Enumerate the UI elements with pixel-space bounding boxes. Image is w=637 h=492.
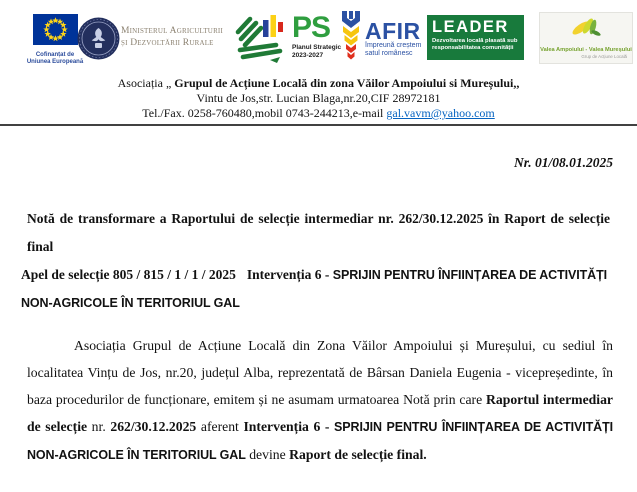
association-contact-line bbox=[0, 106, 637, 121]
text-segment: aferent bbox=[196, 419, 244, 434]
text-segment: SPRIJIN PENTRU ÎNFIINȚAREA DE ACTIVITĂȚI NON-AGRICOLE ÎN TERITORIUL GAL bbox=[27, 420, 613, 462]
text-segment: Asociația Grupul de Acțiune Locală din Zona Văilor Ampoiului și Mureșului, cu sediul în localitatea Vințu de Jos, nr.20, județul Alba, reprezentată de Bârsan Daniela Eugenia - vicepreședinte, în baza procedurilor de funcționare, emitem și ne asumam urmatoarea Notă prin care bbox=[27, 338, 613, 407]
text-segment: Raportul intermediar de selecție bbox=[27, 392, 613, 434]
association-header bbox=[0, 76, 637, 121]
association-name-prefix: Asociația „ bbox=[117, 76, 175, 90]
header-divider-rule bbox=[0, 124, 637, 126]
ps-strategic-plan-logo bbox=[230, 12, 341, 64]
leader-logo bbox=[427, 15, 524, 60]
body-paragraph bbox=[27, 332, 613, 469]
document-title bbox=[27, 205, 610, 261]
text-segment: SPRIJIN PENTRU ÎNFIINȚAREA DE ACTIVITĂȚI NON-AGRICOLE ÎN TERITORIUL GAL bbox=[21, 268, 607, 310]
text-segment: Raport de selecție final. bbox=[289, 447, 427, 462]
gov-romania-seal bbox=[77, 17, 120, 65]
text-segment: Notă de transformare a Raportului de selecție intermediar nr. 262/30.12.2025 în Raport de selecție final bbox=[27, 211, 610, 254]
document-number: Nr. 01/08.01.2025 bbox=[513, 155, 613, 170]
afir-tagline-line1: împreună creștem bbox=[365, 42, 422, 49]
ps-emblem-icon bbox=[230, 12, 290, 64]
text-segment: Apel de selecție 805 / 815 / 1 / 1 / 2025 bbox=[21, 267, 236, 282]
ministry-logo-text bbox=[121, 26, 223, 49]
association-name-bold: Grupul de Acțiune Locală din zona Văilor Ampoiului si Mureșului,, bbox=[174, 76, 520, 90]
text-segment: 262/30.12.2025 bbox=[110, 419, 197, 434]
ministry-line2: și Dezvoltării Rurale bbox=[121, 37, 214, 48]
ps-text-block bbox=[292, 11, 342, 64]
email-link[interactable]: gal.vavm@yahoo.com bbox=[386, 106, 495, 120]
gov-romania-seal-icon bbox=[77, 17, 120, 60]
selection-call-line bbox=[21, 261, 610, 317]
text-segment: Intervenția 6 - bbox=[243, 419, 335, 434]
association-name-line bbox=[0, 76, 637, 91]
logo-strip bbox=[0, 0, 637, 72]
leader-tagline-line2: responsabilitatea comunității bbox=[432, 44, 514, 51]
contact-prefix: Tel./Fax. 0258-760480,mobil 0743-244213,e-mail bbox=[142, 106, 387, 120]
text-segment: Intervenția 6 - bbox=[246, 267, 333, 282]
valea-leaves-icon bbox=[566, 16, 606, 42]
eu-caption-line1: Cofinanțat de bbox=[35, 52, 75, 58]
afir-tagline bbox=[365, 42, 421, 57]
afir-wheat-icon bbox=[341, 11, 361, 61]
afir-abbr: AFIR bbox=[365, 18, 421, 44]
afir-logo bbox=[341, 11, 421, 61]
afir-tagline-line2: satul românesc bbox=[365, 49, 413, 57]
association-address-line: Vintu de Jos,str. Lucian Blaga,nr.20,CIF 28972181 bbox=[196, 91, 441, 105]
afir-text-block bbox=[365, 20, 421, 57]
text-segment: nr. bbox=[87, 419, 111, 434]
eu-caption-line2: Uniunea Europeană bbox=[26, 59, 84, 65]
valea-title: Valea Ampoiului - Valea Mureșului bbox=[540, 47, 632, 53]
leader-tagline bbox=[432, 38, 524, 52]
ministry-line1: Ministerul Agriculturii bbox=[121, 26, 223, 36]
ps-abbr: PS bbox=[292, 11, 331, 44]
ps-sub bbox=[292, 44, 341, 59]
leader-tagline-line1: Dezvoltarea locală plasată sub bbox=[432, 38, 518, 44]
ps-sub-line2: 2023-2027 bbox=[292, 51, 324, 59]
text-segment: devine bbox=[245, 447, 290, 462]
leader-title: LEADER bbox=[432, 18, 509, 36]
ps-sub-line1: Planul Strategic bbox=[292, 44, 342, 51]
eu-flag-icon bbox=[33, 14, 78, 45]
valea-gal-logo bbox=[539, 12, 633, 64]
valea-subtitle: Grup de Acțiune Locală bbox=[581, 53, 627, 59]
